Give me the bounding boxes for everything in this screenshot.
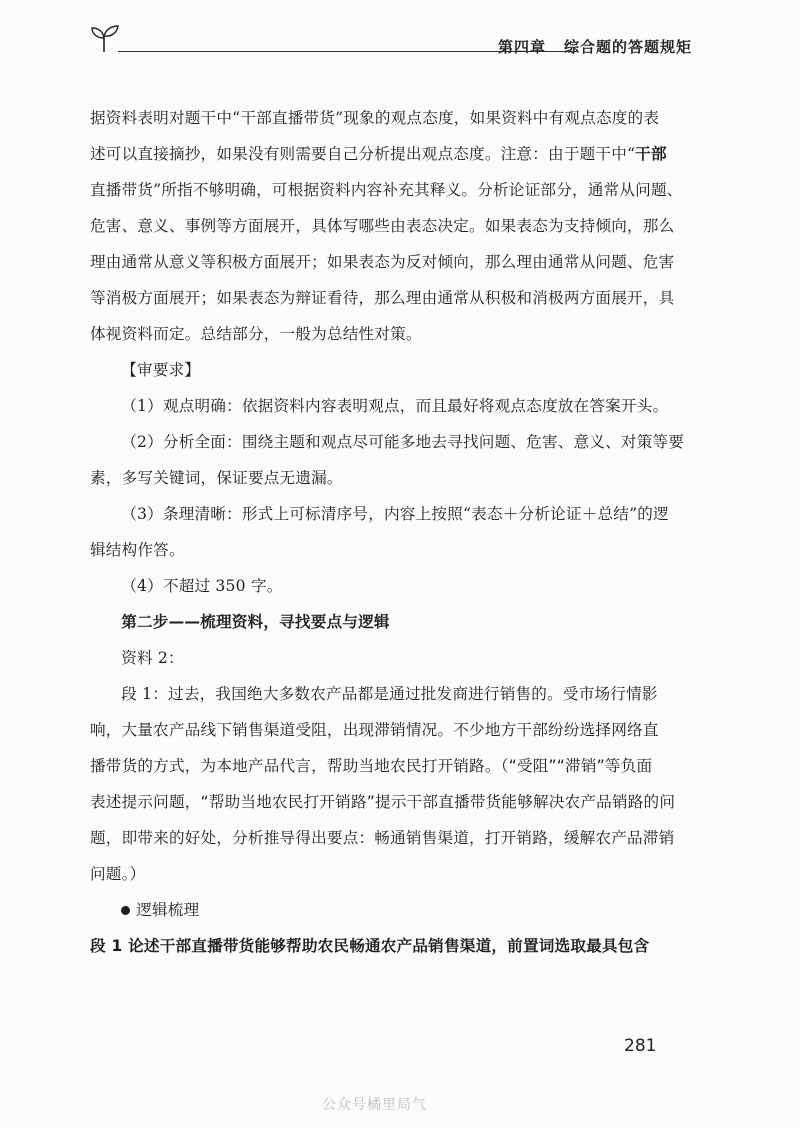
body-line: 危害、意义、事例等方面展开，具体写哪些由表态决定。如果表态为支持倾向，那么 bbox=[90, 217, 675, 235]
analysis-note-line: 问题。） bbox=[90, 865, 146, 883]
step-two-heading: 第二步——梳理资料，寻找要点与逻辑 bbox=[121, 613, 390, 631]
segment-1-line: 段 1：过去，我国绝大多数农产品都是通过批发商进行销售的。受市场行情影 bbox=[121, 685, 658, 703]
requirement-3: （3）条理清晰：形式上可标清序号，内容上按照“表态＋分析论证＋总结”的逻 bbox=[121, 505, 669, 523]
body-text: 播带货的方式，为本地产品代言，帮助当地农民打开销路。 bbox=[90, 757, 501, 775]
page-number: 281 bbox=[624, 1036, 657, 1056]
body-line: 体视资料而定。总结部分，一般为总结性对策。 bbox=[90, 325, 422, 343]
page-body bbox=[90, 100, 688, 964]
body-line: 理由通常从意义等积极方面展开；如果表态为反对倾向，那么理由通常从问题、危害 bbox=[90, 253, 675, 271]
requirement-2-cont: 素，多写关键词，保证要点无遗漏。 bbox=[90, 469, 343, 487]
bullet-icon bbox=[121, 906, 130, 915]
logic-heading-line bbox=[90, 892, 688, 928]
requirement-4: （4）不超过 350 字。 bbox=[121, 577, 283, 595]
segment-1-line: 响，大量农产品线下销售渠道受阻，出现滞销情况。不少地方干部纷纷选择网络直 bbox=[90, 721, 659, 739]
analysis-note-line: 题，即带来的好处，分析推导得出要点：畅通销售渠道，打开销路，缓解农产品滞销 bbox=[90, 829, 675, 847]
page-header bbox=[90, 22, 693, 62]
logic-line: 段 1 论述干部直播带货能够帮助农民畅通农产品销售渠道，前置词选取最具包含 bbox=[90, 937, 650, 955]
body-text-bold: 干部 bbox=[635, 145, 667, 163]
body-line: 直播带货”所指不够明确，可根据资料内容补充其释义。分析论证部分，通常从问题、 bbox=[90, 181, 683, 199]
material-label: 资料 2： bbox=[121, 649, 184, 667]
requirements-heading: 【审要求】 bbox=[121, 361, 201, 379]
chapter-title bbox=[498, 36, 692, 57]
requirement-2: （2）分析全面：围绕主题和观点尽可能多地去寻找问题、危害、意义、对策等要 bbox=[121, 433, 685, 451]
chapter-name: 综合题的答题规矩 bbox=[564, 38, 693, 56]
sprout-icon bbox=[90, 24, 126, 54]
body-line bbox=[90, 136, 688, 172]
analysis-note: （“受阻”“滞销”等负面 bbox=[500, 757, 653, 775]
logic-heading: 逻辑梳理 bbox=[136, 901, 200, 919]
requirement-3-cont: 辑结构作答。 bbox=[90, 541, 185, 559]
body-text: 述可以直接摘抄，如果没有则需要自己分析提出观点态度。注意：由于题干中“ bbox=[90, 145, 636, 163]
body-line: 据资料表明对题干中“干部直播带货”现象的观点态度，如果资料中有观点态度的表 bbox=[90, 109, 660, 127]
chapter-number: 第四章 bbox=[498, 38, 547, 56]
body-line: 等消极方面展开；如果表态为辩证看待，那么理由通常从积极和消极两方面展开，具 bbox=[90, 289, 675, 307]
analysis-note-line: 表述提示问题，“帮助当地农民打开销路”提示干部直播带货能够解决农产品销路的问 bbox=[90, 793, 676, 811]
watermark: 公众号橘里局气 bbox=[322, 1097, 427, 1113]
requirement-1: （1）观点明确：依据资料内容表明观点，而且最好将观点态度放在答案开头。 bbox=[121, 397, 669, 415]
segment-1-line bbox=[90, 748, 688, 784]
